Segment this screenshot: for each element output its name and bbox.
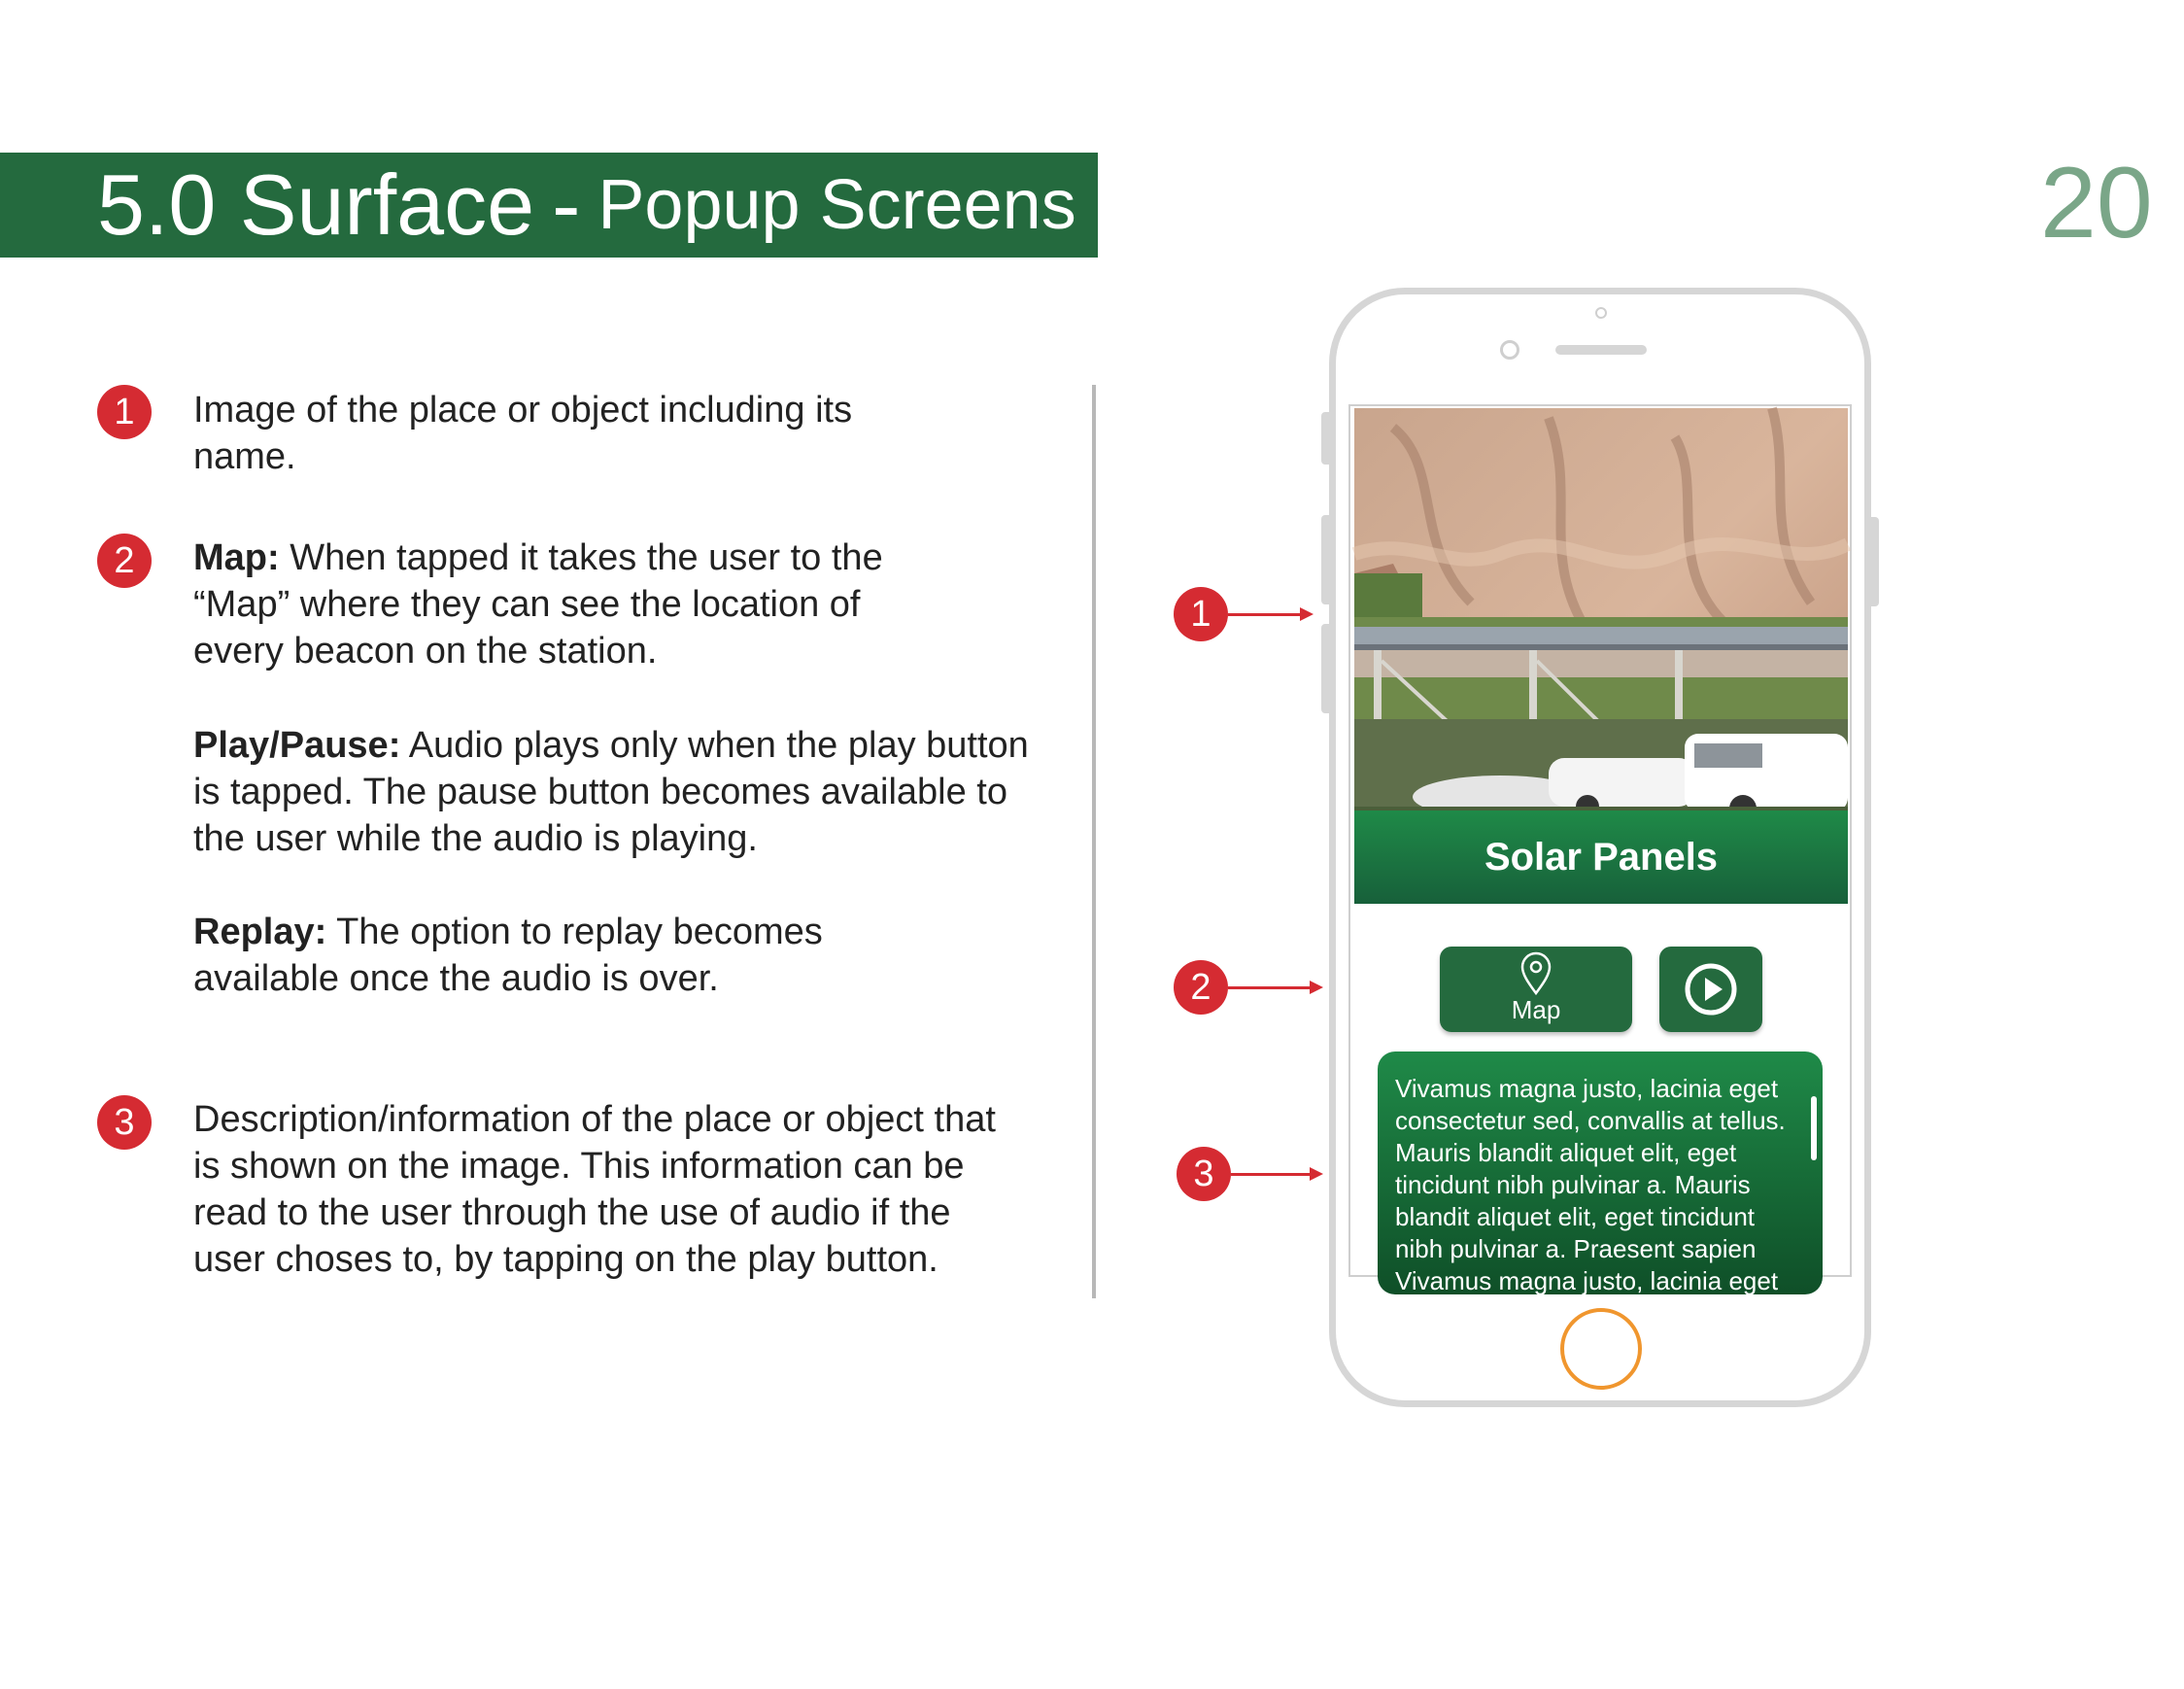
play-circle-icon — [1684, 962, 1738, 1017]
title-main: 5.0 Surface — [97, 156, 535, 253]
callout-badge-3: 3 — [1177, 1147, 1231, 1201]
replay-text: The option to replay becomes available once the audio is over. — [193, 912, 823, 999]
map-pin-icon — [1519, 952, 1553, 995]
note-2-play — [193, 722, 1029, 862]
map-button[interactable] — [1440, 947, 1632, 1032]
title-sub: Popup Screens — [597, 166, 1076, 244]
description-panel[interactable] — [1378, 1051, 1823, 1294]
title-separator: - — [552, 156, 581, 253]
note-2-replay — [193, 909, 932, 1002]
phone-screen — [1348, 404, 1852, 1295]
description-text: Vivamus magna justo, lacinia eget consectetur sed, convallis at tellus. Mauris blandit aliquet elit, eget tincidunt nibh pulvinar a. Mauris blandit aliquet elit, eget tincidunt nibh pulvinar a. Praesent sapien Vivamus magna justo, lacinia eget — [1395, 1074, 1786, 1295]
callout-badge-2: 2 — [1174, 960, 1228, 1015]
play-pause-text: Audio plays only when the play button is tapped. The pause button becomes available to the user while the audio is playing. — [193, 725, 1029, 859]
page-number: 20 — [2040, 147, 2153, 259]
title-bar — [0, 153, 1098, 258]
replay-label: Replay: — [193, 912, 327, 952]
callout-badge-1: 1 — [1174, 587, 1228, 641]
phone-mute-switch — [1321, 412, 1334, 465]
description-scrollbar[interactable] — [1811, 1096, 1817, 1160]
callout-arrow-2 — [1228, 986, 1319, 989]
phone-speaker — [1555, 345, 1647, 355]
phone-sensor — [1595, 307, 1607, 319]
callout-arrow-3 — [1231, 1173, 1319, 1176]
phone-volume-down — [1321, 624, 1334, 713]
phone-power-button — [1866, 517, 1879, 606]
note-badge-3: 3 — [97, 1095, 152, 1150]
divider-line — [1092, 385, 1096, 1298]
place-image — [1354, 408, 1848, 904]
play-pause-label: Play/Pause: — [193, 725, 401, 766]
phone-front-camera — [1500, 340, 1519, 360]
note-1-text: Image of the place or object including its name. — [193, 390, 853, 477]
note-badge-2: 2 — [97, 534, 152, 588]
callout-arrow-1 — [1228, 613, 1310, 616]
map-button-label: Map — [1511, 995, 1561, 1024]
note-badge-1: 1 — [97, 385, 152, 439]
place-name: Solar Panels — [1354, 810, 1848, 904]
note-3-text: Description/information of the place or object that is shown on the image. This information can be read to the user through the use of audio if the user choses to, by tapping on the play button. — [193, 1099, 996, 1280]
phone-volume-up — [1321, 515, 1334, 604]
map-text: When tapped it takes the user to the “Map” where they can see the location of every beacon on the station. — [193, 537, 883, 672]
note-2-map — [193, 534, 951, 674]
play-button[interactable] — [1659, 947, 1762, 1032]
map-label: Map: — [193, 537, 280, 578]
home-button[interactable] — [1560, 1308, 1642, 1390]
